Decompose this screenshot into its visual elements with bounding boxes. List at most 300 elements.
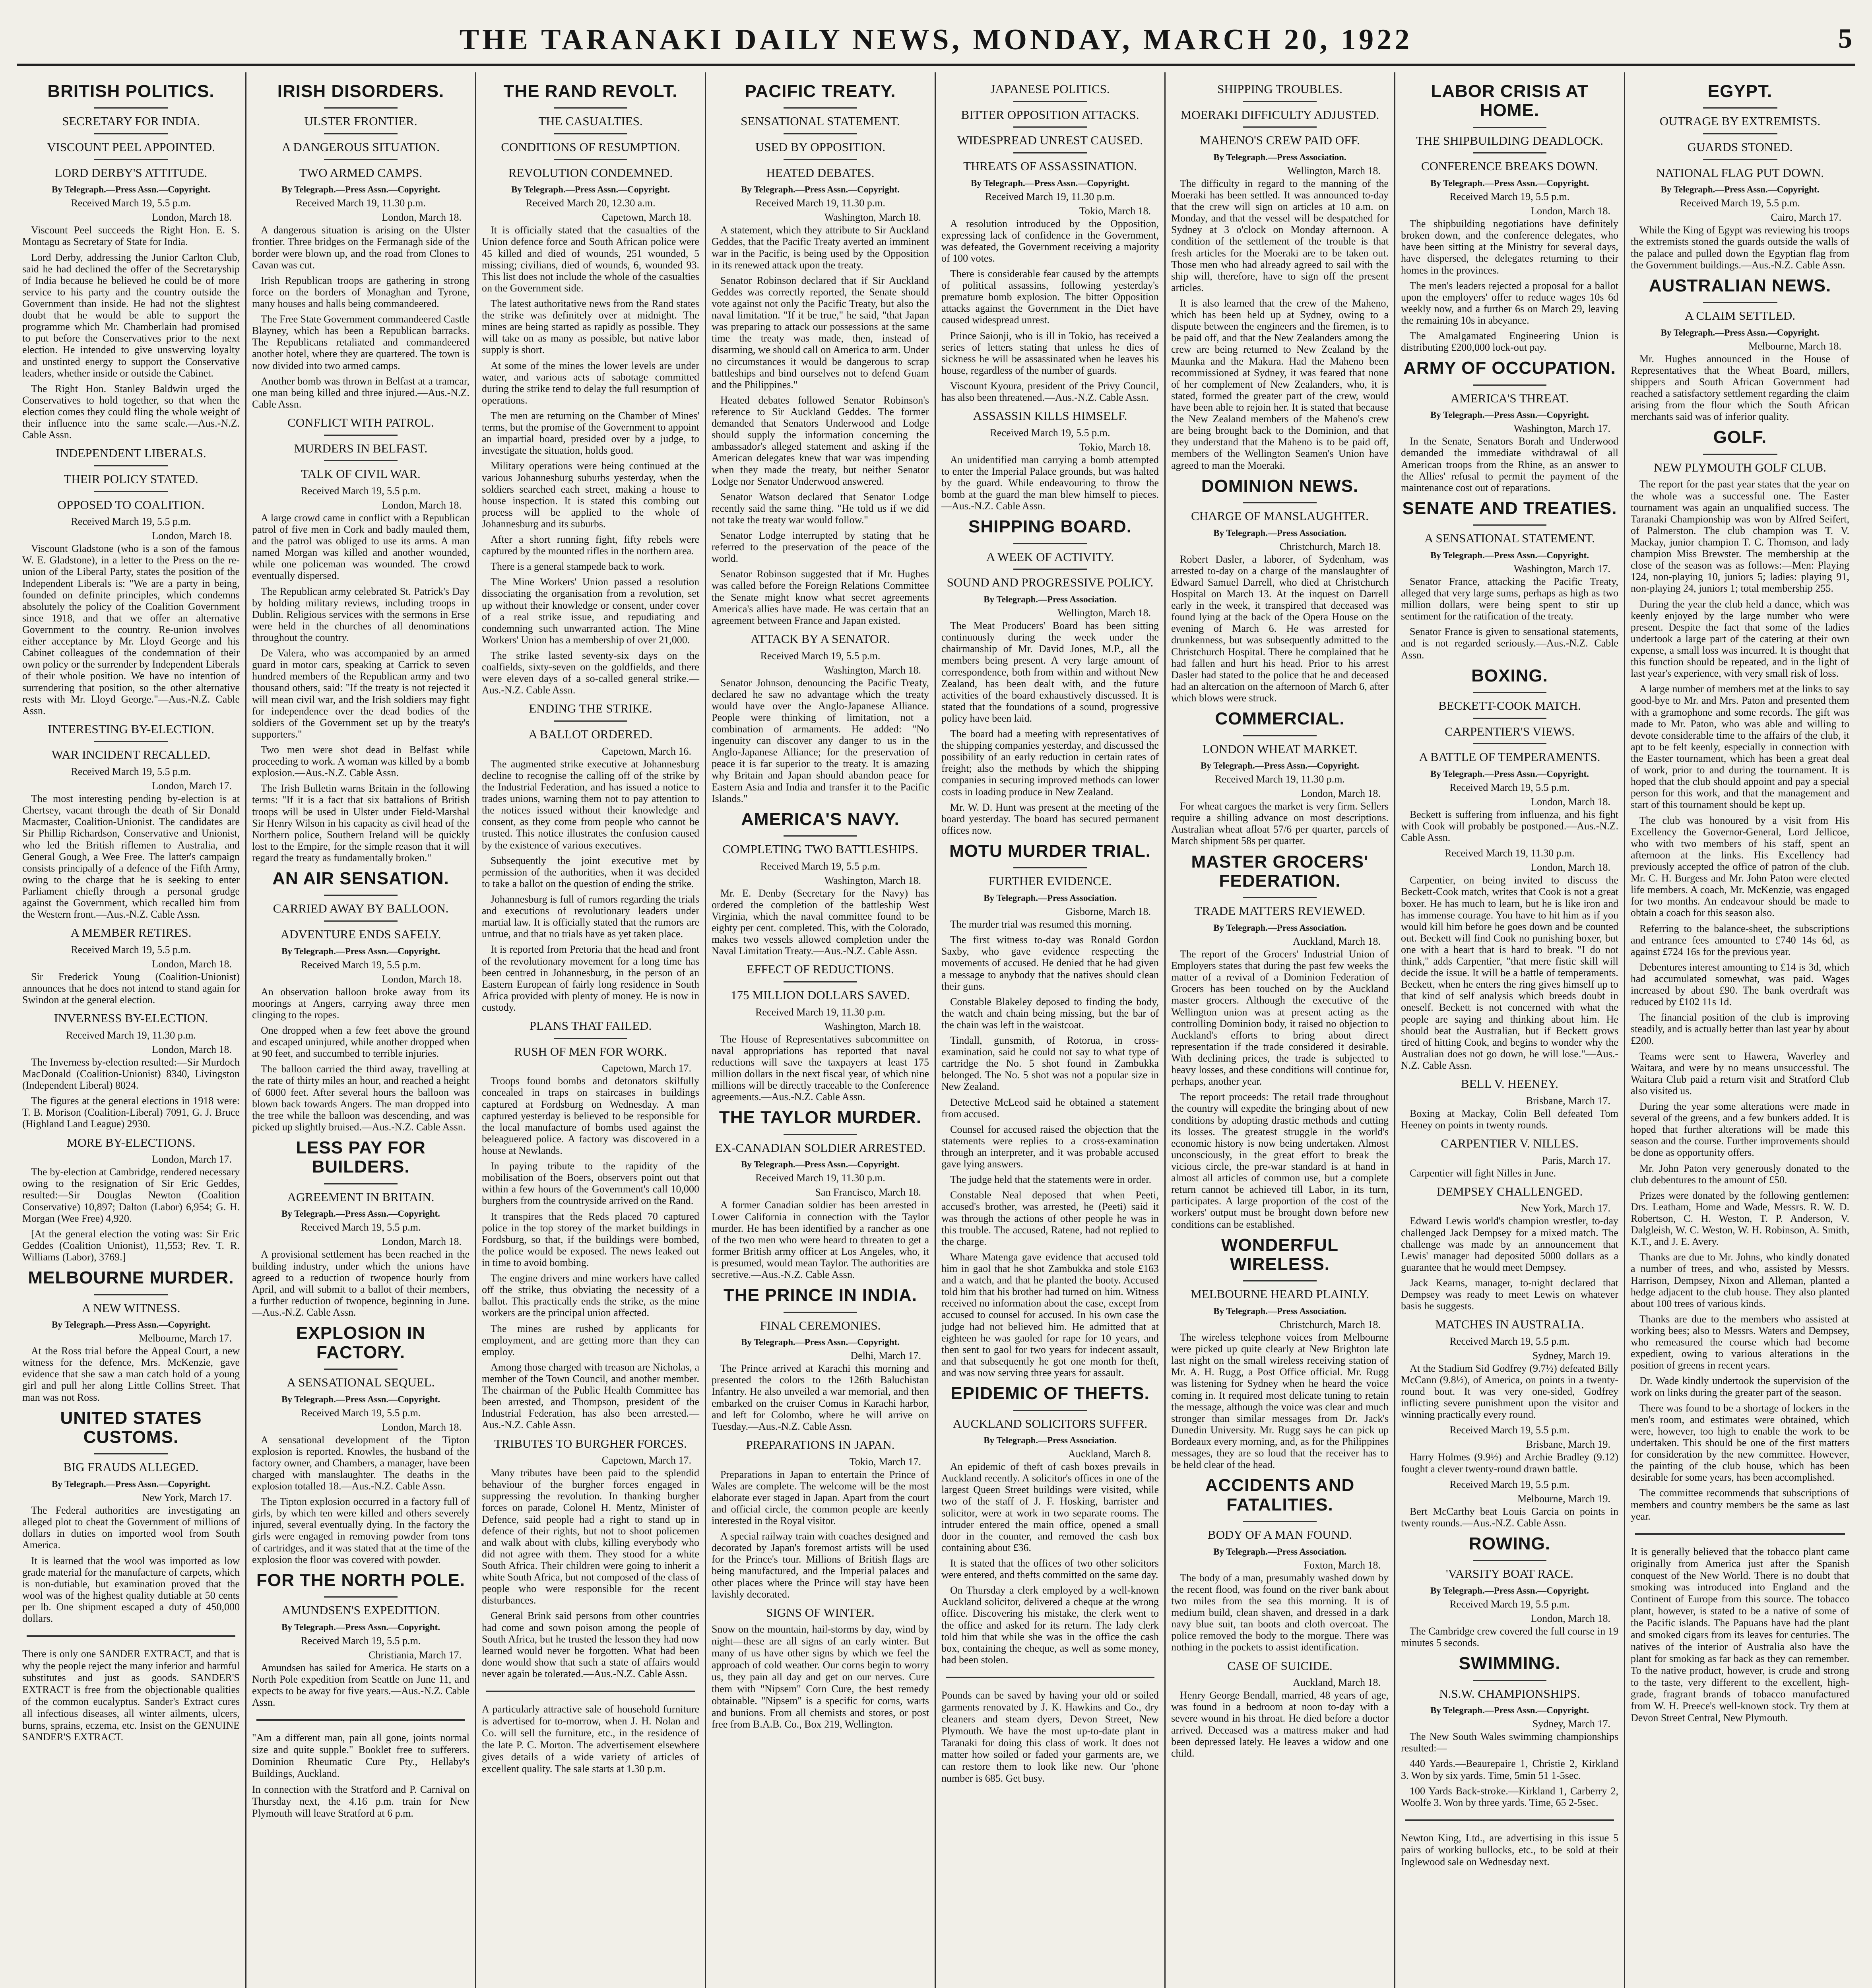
article-paragraph: Whare Matenga gave evidence that accused told him in gaol that he shot Zambukka and stole £163 and a watch, and that he planted the booty. Accused told him that his brother had turned on him. Witness received no information about the case, except from accused to counsel for accused. In his own case the judge had not believed him. He admitted that at eighteen he was gaoled for rape for 10 years, and then sent to gaol for two years for indecent assault, and that subsequently he got one month for theft, and was now serving three years for assault.: [941, 1251, 1159, 1378]
article-headline: GOLF.: [1713, 427, 1767, 447]
article-byline: By Telegraph.—Press Association.: [984, 893, 1117, 903]
article-dateline: Sydney, March 17.: [1532, 1718, 1610, 1730]
article-subheading: FINAL CEREMONIES.: [760, 1318, 881, 1332]
received-time: Received March 19, 5.5 p.m.: [301, 485, 421, 497]
received-time: Received March 19, 5.5 p.m.: [301, 1635, 421, 1646]
article-headline: AN AIR SENSATION.: [272, 869, 449, 889]
article-paragraph: Heated debates followed Senator Robinson's reference to Sir Auckland Geddes. The former demanded that Senators Underwood and Lodge should supply the information concerning the ambassador's alleged statement and asking if the American delegates knew that war was impending when they made the treaty, but neither Senator Lodge nor Senator Underwood answered.: [712, 394, 929, 487]
heading-rule: [324, 1369, 398, 1370]
article-dateline: Foxton, March 18.: [1304, 1559, 1381, 1571]
article-paragraph: The board had a meeting with representatives of the shipping companies yesterday, and discussed the possibility of an early reduction in certain rates of freight; also the methods by which the shipping companies in securing improved methods can lower costs in loading produce in New Zealand.: [941, 728, 1159, 798]
column-divider: [256, 1719, 465, 1721]
received-time: Received March 19, 5.5 p.m.: [71, 766, 191, 778]
heading-rule: [1473, 692, 1547, 693]
article-subheading: AMERICA'S THREAT.: [1450, 391, 1569, 405]
article-dateline: London, March 18.: [382, 499, 462, 511]
article-dateline: London, March 18.: [382, 1236, 462, 1248]
article-paragraph: Constable Blakeley deposed to finding the body, the watch and chain being missing, but the bar of the chain was left in the waistcoat.: [941, 996, 1159, 1031]
article-dateline: New York, March 17.: [142, 1492, 232, 1504]
article-subheading: EFFECT OF REDUCTIONS.: [747, 962, 894, 977]
heading-rule: [554, 159, 628, 160]
article-byline: By Telegraph.—Press Assn.—Copyright.: [52, 1479, 210, 1489]
article-dateline: Tokio, March 18.: [1079, 441, 1151, 453]
article-paragraph: Boxing at Mackay, Colin Bell defeated Tom Heeney on points in twenty rounds.: [1401, 1107, 1618, 1131]
article-byline: By Telegraph.—Press Assn.—Copyright.: [52, 184, 210, 195]
heading-rule: [324, 107, 398, 109]
article-headline: IRISH DISORDERS.: [277, 82, 444, 101]
article-subheading: CHARGE OF MANSLAUGHTER.: [1191, 509, 1369, 523]
article-subheading: INDEPENDENT LIBERALS.: [56, 446, 206, 460]
heading-rule: [1243, 101, 1317, 102]
article-subheading: 175 MILLION DOLLARS SAVED.: [731, 988, 910, 1002]
article-subheading: RUSH OF MEN FOR WORK.: [514, 1044, 667, 1058]
article-subheading: HEATED DEBATES.: [766, 165, 875, 180]
heading-rule: [1243, 1521, 1317, 1522]
article-subheading: JAPANESE POLITICS.: [990, 82, 1110, 96]
article-byline: By Telegraph.—Press Association.: [1213, 152, 1346, 162]
article-headline: ACCIDENTS AND FATALITIES.: [1205, 1475, 1355, 1514]
article-paragraph: Military operations were being continued at the various Johannesburg suburbs yesterday, when the soldiers searched each street, making a house to house inspection. It is stated this combing out process will be applied to the whole of Johannesburg and its suburbs.: [482, 460, 699, 530]
article-paragraph: The wireless telephone voices from Melbourne were picked up quite clearly at New Brighton late last night on the small wireless receiving station of Mr. A. H. Rugg, a Post Office official. Mr. Rugg was listening for Sydney when he heard the voice coming in. It required most delicate tuning to retain the message, although the voice was clear and much stronger than similar messages from Dr. Jack's Dunedin University. Mr. Rugg says he can pick up Bordeaux every morning, and, as for the Philippines messages, they are so loud that the receiver has to be held clear of the head.: [1171, 1332, 1389, 1471]
article-dateline: New York, March 17.: [1521, 1202, 1610, 1214]
article-subheading: 'VARSITY BOAT RACE.: [1445, 1567, 1574, 1581]
article-dateline: London, March 18.: [1531, 796, 1610, 808]
article-subheading: COMPLETING TWO BATTLESHIPS.: [722, 842, 918, 856]
article-paragraph: There is considerable fear caused by the attempts of political assassins, following yesterday's premature bomb explosion. The bitter Opposition attacks against the Government in the Diet have caused widespread unrest.: [941, 268, 1159, 326]
article-paragraph: Viscount Gladstone (who is a son of the famous W. E. Gladstone), in a letter to the Press on the re-union of the Liberal Party, states the position of the Independent Liberals is: "We are a party in being, founded on definite principles, which condemns absolutely the policy of the Coalition Government since 1918, and that we offer an alternative Government to the country. Re-union involves either acceptance by Mr. Lloyd George and his Cabinet colleagues of the condemnation of their own policy or the surrender by Independent Liberals of their whole position. We have no intention of surrendering that position, so the other alternative rests with Mr. Lloyd George."—Aus.-N.Z. Cable Assn.: [22, 543, 240, 716]
article-dateline: London, March 18.: [152, 212, 232, 223]
column-8: [1625, 72, 1855, 1988]
article-paragraph: The New South Wales swimming championships resulted:—: [1401, 1731, 1618, 1754]
article-paragraph: Two men were shot dead in Belfast while proceeding to work. A woman was killed by a bomb explosion.—Aus.-N.Z. Cable Assn.: [252, 744, 469, 779]
article-paragraph: A special railway train with coaches designed and decorated by Japan's foremost artists will be used for the Prince's tour. Millions of British flags are being manufactured, and the Imperial palaces and other places where the Prince will stay have been lavishly decorated.: [712, 1530, 929, 1600]
article-paragraph: The most interesting pending by-election is at Chertsey, vacant through the death of Sir Donald Macmaster, Coalition-Unionist. The candidates are Sir Phillip Richardson, Conservative and Unionist, who led the British riflemen to Australia, and General Gough, a Wee Free. The latter's campaign consists principally of a defence of the Fifth Army, owing to the charge that he is seeking to enter Parliament chiefly through a personal grudge against the Government, which recalled him from the Western front.—Aus.-N.Z. Cable Assn.: [22, 793, 240, 920]
article-dateline: London, March 18.: [1531, 205, 1610, 217]
received-time: Received March 19, 5.5 p.m.: [71, 516, 191, 528]
article-paragraph: An unidentified man carrying a bomb attempted to enter the Imperial Palace grounds, but was halted by the guard. While endeavouring to throw the bomb at the guard the man blew himself to pieces.—Aus.-N.Z. Cable Assn.: [941, 454, 1159, 512]
article-subheading: ENDING THE STRIKE.: [529, 701, 652, 716]
received-time: Received March 19, 5.5 p.m.: [990, 427, 1110, 439]
article-byline: By Telegraph.—Press Assn.—Copyright.: [1430, 769, 1589, 779]
article-headline: SWIMMING.: [1459, 1654, 1561, 1673]
article-paragraph: A large crowd came in conflict with a Republican patrol of five men in Cork and badly mauled them, and the patrol was obliged to use its arms. A man named Morgan was killed and another wounded, while one policeman was wounded. The crowd eventually dispersed.: [252, 512, 469, 582]
article-paragraph: The latest authoritative news from the Rand states the strike was definitely over at midnight. The mines are being started as rapidly as possible. They will take on as many as possible, but native labor supply is short.: [482, 297, 699, 356]
article-byline: By Telegraph.—Press Assn.—Copyright.: [1430, 410, 1589, 420]
article-subheading: A NEW WITNESS.: [81, 1301, 180, 1315]
article-paragraph: It is also learned that the crew of the Maheno, which has been held up at Sydney, owing to a dispute between the engineers and the firemen, is to be paid off, and that the New Zealanders among the crew are being returned to New Zealand by the Maunka and the Makura. Had the Maheno been recommissioned at Sydney, it was feared that none of her complement of New Zealanders, who, it is stated, formed the greater part of the crew, would have been able to rejoin her. It is stated that because the New Zealand members of the Maheno's crew are being brought back to the Dominion, and that they understand that the Maheno is to be paid off, members of the Wellington Seamen's Union have agreed to man the Moeraki.: [1171, 297, 1389, 471]
article-paragraph: Irish Republican troops are gathering in strong force on the borders of Monaghan and Tyrone, many houses and halls being commandeered.: [252, 274, 469, 309]
heading-rule: [94, 107, 168, 109]
article-paragraph: Prince Saionji, who is ill in Tokio, has received a series of letters stating that unless he dies of sickness he will be assassinated when he leaves his house, regardless of the number of guards.: [941, 330, 1159, 376]
article-headline: BRITISH POLITICS.: [47, 82, 215, 101]
article-headline: PACIFIC TREATY.: [745, 82, 896, 101]
article-dateline: Auckland, March 8.: [1068, 1448, 1151, 1460]
article-headline: MOTU MURDER TRIAL.: [949, 841, 1151, 861]
received-time: Received March 19, 5.5 p.m.: [1449, 1335, 1570, 1347]
heading-rule: [1013, 543, 1087, 544]
heading-rule: [1013, 126, 1087, 128]
article-paragraph: Referring to the balance-sheet, the subscriptions and entrance fees amounted to £740 14s 6d, as against £724 16s for the previous year.: [1631, 922, 1849, 957]
article-paragraph: The Meat Producers' Board has been sitting continuously during the week under the chairmanship of Mr. David Jones, M.P., all the members being present. A very large amount of correspondence, both from within and without New Zealand, has been dealt with, and the future activities of the board exhaustively discussed. It is stated that the foundations of a sound, progressive policy have been laid.: [941, 620, 1159, 724]
article-dateline: Washington, March 17.: [1513, 423, 1610, 435]
article-paragraph: Mr. Hughes announced in the House of Representatives that the Wheat Board, millers, shippers and South African Government had reached a satisfactory settlement regarding the claim arising from the flour which the South African merchants said was of inferior quality.: [1631, 353, 1849, 423]
heading-rule: [1703, 302, 1777, 303]
heading-rule: [784, 107, 857, 109]
article-dateline: Cairo, March 17.: [1771, 212, 1841, 223]
article-subheading: TWO ARMED CAMPS.: [299, 165, 423, 180]
heading-rule: [554, 133, 628, 134]
article-paragraph: It is stated that the offices of two other solicitors were entered, and thefts committed on the same day.: [941, 1557, 1159, 1581]
heading-rule: [324, 159, 398, 160]
article-paragraph: During the year some alterations were made in several of the greens, and a few bunkers added. It is hoped that further alterations will be made this season and the course. Further improvements should be done as opportunity offers.: [1631, 1101, 1849, 1159]
heading-rule: [784, 981, 857, 982]
article-paragraph: Counsel for accused raised the objection that the statements were replies to a cross-examination through an interpreter, and it was probable accused gave lying answers.: [941, 1123, 1159, 1170]
received-time: Received March 19, 11.30 p.m.: [1445, 847, 1575, 859]
column-6: [1166, 72, 1395, 1988]
heading-rule: [94, 741, 168, 742]
article-paragraph: During the year the club held a dance, which was keenly enjoyed by the large number who were present. Despite the fact that some of the ladies undertook a large part of the catering at their own expense, a small loss was incurred. It is thought that this function should be repeated, and in the light of last year's experience, with very small risk of loss.: [1631, 598, 1849, 679]
column-divider: [1635, 1533, 1845, 1535]
advertisement-text: Snow on the mountain, hail-storms by day, wind by night—these are all signs of an early winter. But many of us have other signs by which we feel the approach of cold weather. Our corns begin to worry us, they pain all day and get on our nerves. Cure them with "Nipsem" Corn Cure, the best remedy obtainable. "Nipsem" is a specific for corns, warts and bunions. From all chemists and stores, or post free from B.A.B. Co., Box 219, Wellington.: [712, 1623, 929, 1730]
heading-rule: [784, 133, 857, 134]
article-dateline: Capetown, March 18.: [601, 212, 691, 223]
heading-rule: [1243, 502, 1317, 503]
article-byline: By Telegraph.—Press Assn.—Copyright.: [741, 1159, 900, 1170]
article-dateline: Melbourne, March 19.: [1517, 1493, 1610, 1505]
article-dateline: London, March 18.: [1531, 1612, 1610, 1624]
article-subheading: BODY OF A MAN FOUND.: [1207, 1528, 1352, 1542]
article-dateline: London, March 18.: [1531, 862, 1610, 874]
article-byline: By Telegraph.—Press Association.: [984, 1435, 1117, 1446]
article-paragraph: Senator Johnson, denouncing the Pacific Treaty, declared he saw no advantage which the treaty would have over the Anglo-Japanese Alliance. People were thinking of limitation, not a combination of armaments. He added: "No ingenuity can discover any danger to us in the Anglo-Japanese Alliance; for the preservation of peace it is far superior to the treaty. It is amazing why Britain and Japan should abandon peace for Eastern Asia and India and transfer it to the Pacific Islands.": [712, 677, 929, 804]
page-number: 5: [1838, 23, 1852, 54]
received-time: Received March 19, 5.5 p.m.: [1449, 1598, 1570, 1610]
article-byline: By Telegraph.—Press Assn.—Copyright.: [741, 184, 900, 195]
article-dateline: Delhi, March 17.: [850, 1350, 921, 1362]
article-paragraph: Carpentier will fight Nilles in June.: [1410, 1167, 1556, 1179]
heading-rule: [784, 159, 857, 160]
article-headline: COMMERCIAL.: [1215, 709, 1345, 729]
heading-rule: [1703, 107, 1777, 109]
article-paragraph: The House of Representatives subcommittee on naval appropriations has reported that naval reductions will save the taxpayers at least 175 million dollars in the next fiscal year, of which nine millions will be directly traceable to the Conference agreements.—Aus.-N.Z. Cable Assn.: [712, 1033, 929, 1103]
heading-rule: [94, 159, 168, 160]
article-headline: DOMINION NEWS.: [1201, 476, 1359, 496]
article-dateline: Washington, March 18.: [824, 1020, 921, 1032]
article-byline: By Telegraph.—Press Assn.—Copyright.: [281, 946, 440, 956]
article-dateline: Gisborne, March 18.: [1065, 906, 1151, 918]
article-paragraph: The murder trial was resumed this morning.: [950, 918, 1132, 930]
heading-rule: [324, 920, 398, 922]
article-paragraph: Viscount Peel succeeds the Right Hon. E. S. Montagu as Secretary of State for India.: [22, 224, 240, 248]
article-dateline: Auckland, March 18.: [1293, 936, 1381, 947]
article-dateline: Christiania, March 17.: [369, 1649, 462, 1661]
article-paragraph: The augmented strike executive at Johannesburg decline to recognise the calling off of the strike by the Industrial Federation, and has issued a notice to trades unions, warning them not to pay attention to the notices issued without their knowledge and consent, as they come from people who cannot be trusted. This notice illustrates the confusion caused by the existence of various executives.: [482, 758, 699, 851]
heading-rule: [784, 1134, 857, 1135]
heading-rule: [324, 435, 398, 436]
column-divider: [486, 1691, 695, 1692]
heading-rule: [1473, 524, 1547, 526]
article-paragraph: Dr. Wade kindly undertook the supervision of the work on links during the greater part of the season.: [1631, 1375, 1849, 1398]
article-paragraph: It is learned that the wool was imported as low grade material for the manufacture of carpets, which is non-dutiable, but examination proved that the wool was of the highest quality dutiable at 50 cents per lb. One shipment escaped a duty of 450,000 dollars.: [22, 1555, 240, 1625]
article-subheading: MURDERS IN BELFAST.: [294, 441, 428, 455]
heading-rule: [1703, 454, 1777, 455]
article-paragraph: The Inverness by-election resulted:—Sir Murdoch MacDonald (Coalition-Unionist) 8340, Livingston (Independent Liberal) 8024.: [22, 1056, 240, 1091]
article-dateline: Tokio, March 18.: [1079, 205, 1151, 217]
article-paragraph: The by-election at Cambridge, rendered necessary owing to the resignation of Sir Eric Geddes, resulted:—Sir Douglas Newton (Coalition Conservative) 10,897; Dalton (Labor) 6,954; G. H. Morgan (Wee Free) 4,920.: [22, 1166, 240, 1224]
article-dateline: Capetown, March 17.: [601, 1454, 691, 1466]
article-paragraph: At some of the mines the lower levels are under water, and various acts of sabotage committed during the strike tend to delay the full resumption of operations.: [482, 359, 699, 406]
article-subheading: INVERNESS BY-ELECTION.: [54, 1011, 208, 1025]
article-subheading: SIGNS OF WINTER.: [766, 1605, 875, 1619]
article-dateline: Washington, March 18.: [824, 212, 921, 223]
article-paragraph: The club was honoured by a visit from His Excellency the Governor-General, Lord Jellicoe, who with two members of his staff, spent an afternoon at the links. His Excellency had previously accepted the office of patron of the club. Mr. C. H. Burgess and Mr. John Paton were elected life members. A coach, Mr. McKenzie, was engaged for two months. An endeavour should be made to obtain a coach for this season also.: [1631, 814, 1849, 919]
article-paragraph: Mr. John Paton very generously donated to the club debentures to the amount of £50.: [1631, 1162, 1849, 1186]
article-paragraph: Detective McLeod said he obtained a statement from accused.: [941, 1096, 1159, 1120]
article-byline: By Telegraph.—Press Assn.—Copyright.: [1430, 1585, 1589, 1596]
article-subheading: TRIBUTES TO BURGHER FORCES.: [494, 1436, 687, 1450]
received-time: Received March 19, 5.5 p.m.: [1449, 781, 1570, 793]
article-paragraph: Lord Derby, addressing the Junior Carlton Club, said he had declined the offer of the Secretaryship of India because he believed he could be of more service to his party and the country outside the Government than inside. He had not the slightest doubt that he would be able to support the programme which Mr. Chamberlain had promised to put before the Conservatives prior to the next election. He intended to give unswerving loyalty and unstinted energy to support the Conservative leaders, whether inside or outside the Cabinet.: [22, 251, 240, 379]
heading-rule: [94, 1453, 168, 1454]
received-time: Received March 19, 11.30 p.m.: [1215, 773, 1345, 785]
article-subheading: AUCKLAND SOLICITORS SUFFER.: [952, 1416, 1148, 1431]
column-3: [476, 72, 706, 1988]
article-subheading: USED BY OPPOSITION.: [755, 140, 885, 154]
article-paragraph: Tindall, gunsmith, of Rotorua, in cross-examination, said he could not say to what type of cartridge the No. 5 shot found in Zambukka belonged. The No. 5 shot was not a popular size in New Zealand.: [941, 1035, 1159, 1093]
article-paragraph: The Mine Workers' Union passed a resolution dissociating the organisation from a revolution, set up without their knowledge or consent, under cover of a real strike issue, and repudiating and condemning such unwarranted action. The Mine Workers' Union has a membership of over 21,000.: [482, 576, 699, 646]
article-subheading: PLANS THAT FAILED.: [529, 1019, 652, 1033]
article-paragraph: Many tributes have been paid to the splendid behaviour of the burgher forces engaged in suppressing the revolution. In thanking burgher forces on parade, Colonel H. Mentz, Minister of Defence, said people had a right to stand up in defence of their rights, but not to shoot policemen and walk about with clubs, killing everybody who did not agree with them. They stood for a white South Africa. Their children were going to inherit a white South Africa, but not composed of the class of people who were responsible for the recent disturbances.: [482, 1467, 699, 1606]
heading-rule: [1243, 126, 1317, 128]
article-paragraph: The Free State Government commandeered Castle Blayney, which has been a Republican barracks. The Republicans retaliated and commandeered another hotel, where they are quartered. The town is now divided into two armed camps.: [252, 313, 469, 371]
article-byline: By Telegraph.—Press Association.: [984, 594, 1117, 605]
article-headline: EXPLOSION IN FACTORY.: [296, 1323, 425, 1362]
news-columns: [17, 72, 1855, 1988]
article-subheading: THREATS OF ASSASSINATION.: [963, 159, 1137, 173]
article-paragraph: An epidemic of theft of cash boxes prevails in Auckland recently. A solicitor's offices in one of the largest Queen Street buildings were visited, while two of the staff of J. F. Hosking, barrister and solicitor, were at work in two separate rooms. The intruder entered the main office, opened a small door in the counter, and removed the cash box containing about £36.: [941, 1461, 1159, 1553]
article-subheading: CARRIED AWAY BY BALLOON.: [273, 901, 449, 916]
article-dateline: London, March 18.: [382, 973, 462, 985]
received-time: Received March 19, 5.5 p.m.: [1449, 191, 1570, 203]
article-subheading: THE SHIPBUILDING DEADLOCK.: [1416, 133, 1603, 148]
article-headline: ARMY OF OCCUPATION.: [1403, 358, 1616, 378]
article-headline: LESS PAY FOR BUILDERS.: [296, 1138, 426, 1177]
article-headline: EGYPT.: [1707, 82, 1773, 101]
received-time: Received March 19, 11.30 p.m.: [296, 197, 426, 209]
article-subheading: PREPARATIONS IN JAPAN.: [746, 1437, 895, 1452]
heading-rule: [1013, 1410, 1087, 1411]
article-subheading: OUTRAGE BY EXTREMISTS.: [1659, 114, 1821, 128]
received-time: Received March 20, 12.30 a.m.: [526, 197, 656, 209]
article-paragraph: Amundsen has sailed for America. He starts on a North Pole expedition from Seattle on June 11, and expects to be away for five years.—Aus.-N.Z. Cable Assn.: [252, 1662, 469, 1708]
article-subheading: LORD DERBY'S ATTITUDE.: [54, 165, 208, 180]
received-time: Received March 19, 5.5 p.m.: [1449, 1424, 1570, 1436]
article-paragraph: The first witness to-day was Ronald Gordon Saxby, who gave evidence respecting the movements of accused. He denied that he had given a message to anybody that the natives should clean their guns.: [941, 934, 1159, 992]
article-headline: MASTER GROCERS' FEDERATION.: [1191, 852, 1369, 891]
article-dateline: Washington, March 18.: [824, 664, 921, 676]
article-headline: WONDERFUL WIRELESS.: [1221, 1235, 1339, 1274]
article-paragraph: The Irish Bulletin warns Britain in the following terms: "If it is a fact that six battalions of British troops will be used in Ulster under Field-Marshal Sir Henry Wilson in his capacity as civil head of the Northern police, Southern Ireland will be quickly lost to the Empire, for the simple reason that it will regard the treaty as fundamentally broken.": [252, 782, 469, 864]
article-paragraph: Thanks are due to Mr. Johns, who kindly donated a number of trees, and who, assisted by Messrs. Harrison, Dempsey, Nixon and Alleman, planted a hedge adjacent to the club house. They also planted about 100 trees of various kinds.: [1631, 1251, 1849, 1309]
article-subheading: CARPENTIER'S VIEWS.: [1444, 724, 1575, 738]
article-paragraph: The difficulty in regard to the manning of the Moeraki has been settled. It was announced to-day that the crew will sign on articles at 10 a.m. on Monday, and that the vessel will be despatched for Sydney at 3 o'clock on Monday afternoon. A condition of the settlement of the trouble is that fresh articles for the Moeraki are to be taken out. Those men who had already agreed to sail with the ship will, therefore, have to sign off the present articles.: [1171, 177, 1389, 293]
article-paragraph: Senator Robinson suggested that if Mr. Hughes was called before the Foreign Relations Committee the Senate might know what secret agreements America's allies have made. He was certain that an agreement between France and Japan existed.: [712, 568, 929, 626]
article-paragraph: Senator Watson declared that Senator Lodge recently said the same thing. "He told us if we did not take the treaty war would follow.": [712, 491, 929, 526]
article-byline: By Telegraph.—Press Assn.—Copyright.: [281, 1209, 440, 1219]
heading-rule: [554, 720, 628, 722]
article-byline: By Telegraph.—Press Assn.—Copyright.: [281, 184, 440, 195]
article-subheading: CARPENTIER V. NILLES.: [1441, 1136, 1579, 1150]
article-subheading: N.S.W. CHAMPIONSHIPS.: [1439, 1686, 1580, 1701]
article-subheading: SOUND AND PROGRESSIVE POLICY.: [947, 575, 1154, 590]
article-paragraph: Edward Lewis world's champion wrestler, to-day challenged Jack Dempsey for a mixed match. The challenge was made by an announcement that Lewis' manager had deposited 5000 dollars as a guarantee that he would meet Dempsey.: [1401, 1215, 1618, 1273]
article-subheading: SECRETARY FOR INDIA.: [62, 114, 200, 128]
article-paragraph: Prizes were donated by the following gentlemen: Drs. Leatham, Home and Wade, Messrs. R. W. D. Robertson, C. H. Weston, T. P. Anderson, V. Dalgleish, W. C. Weston, W. H. Robinson, A. Smith, K.T., and J. E. Avery.: [1631, 1189, 1849, 1248]
heading-rule: [324, 460, 398, 461]
article-paragraph: The Amalgamated Engineering Union is distributing £200,000 lock-out pay.: [1401, 330, 1618, 353]
article-subheading: A BATTLE OF TEMPERAMENTS.: [1419, 750, 1600, 764]
article-headline: SENATE AND TREATIES.: [1402, 498, 1617, 518]
received-time: Received March 19, 5.5 p.m.: [301, 1221, 421, 1233]
article-subheading: MELBOURNE HEARD PLAINLY.: [1191, 1287, 1369, 1301]
masthead: [17, 16, 1855, 66]
column-2: [246, 72, 476, 1988]
article-headline: FOR THE NORTH POLE.: [256, 1570, 465, 1590]
article-subheading: NEW PLYMOUTH GOLF CLUB.: [1654, 460, 1826, 474]
article-dateline: London, March 18.: [152, 1043, 232, 1055]
advertisement-text: A particularly attractive sale of household furniture is advertised for to-morrow, when J. H. Nolan and Co. will sell the furniture, etc., in the residence of the late P. C. Morton. The advertisement elsewhere gives details of a wide variety of articles of excellent quality. The sale starts at 1.30 p.m.: [482, 1703, 699, 1774]
article-subheading: NATIONAL FLAG PUT DOWN.: [1656, 165, 1824, 180]
article-paragraph: A dangerous situation is arising on the Ulster frontier. Three bridges on the Fermanagh side of the border were blown up, and the road from Clones to Cavan was cut.: [252, 224, 469, 271]
article-dateline: Christchurch, March 18.: [1279, 540, 1381, 552]
article-headline: THE RAND REVOLT.: [503, 82, 678, 101]
article-paragraph: For wheat cargoes the market is very firm. Sellers require a shilling advance on most descriptions. Australian wheat afloat 57/6 per quarter, parcels of March shipment 58s per quarter.: [1171, 800, 1389, 847]
column-4: [706, 72, 936, 1988]
article-headline: SHIPPING BOARD.: [968, 517, 1132, 537]
article-headline: BOXING.: [1471, 666, 1548, 685]
article-paragraph: At the Stadium Sid Godfrey (9.7½) defeated Billy McCann (9.8½), of America, on points in a twenty-round bout. It was very one-sided, Godfrey inflicting severe punishment upon the visitor and winning practically every round.: [1401, 1362, 1618, 1421]
article-subheading: ASSASSIN KILLS HIMSELF.: [973, 409, 1127, 423]
article-paragraph: A large number of members met at the links to say good-bye to Mr. and Mrs. Paton and presented them with a gramophone and some records. The gift was made to Mr. Paton, who was able and willing to devote considerable time to the affairs of the club, it apt to be felt keenly, especially in connection with the Easter tournament, which has been a great deal of work, prior to and during the tournament. It is hoped that the club should appoint and pay a special person for this work, and that the management and start of this tournament should be kept up.: [1631, 683, 1849, 811]
advertisement-text: "Am a different man, pain all gone, joints normal size and quite supple." Booklet free to sufferers. Dominion Rheumatic Cure Pty., Hellaby's Buildings, Auckland.: [252, 1732, 469, 1779]
article-dateline: London, March 17.: [152, 1153, 232, 1165]
heading-rule: [1243, 735, 1317, 736]
article-paragraph: A provisional settlement has been reached in the building industry, under which the unions have agreed to a reduction of twopence hourly from April, and will submit to a ballot of their members, a further reduction of twopence, beginning in June.—Aus.-N.Z. Cable Assn.: [252, 1248, 469, 1318]
article-dateline: Auckland, March 18.: [1293, 1677, 1381, 1689]
article-paragraph: Robert Dasler, a laborer, of Sydenham, was arrested to-day on a charge of the manslaughter of Edward Samuel Darrell, who died at Christchurch Hospital on March 13. At the inquest on Darrell early in the week, it transpired that deceased was found lying at the back of the Opera House on the evening of March 6. He was arrested for drunkenness, but was subsequently admitted to the Christchurch Hospital. There he complained that he had fallen and hurt his head. Prior to his arrest Dasler had stated to the police that he and deceased had an altercation on the afternoon of March 6, after which blows were struck.: [1171, 553, 1389, 704]
article-paragraph: Jack Kearns, manager, to-night declared that Dempsey was ready to meet Lewis on whatever basis he suggests.: [1401, 1277, 1618, 1312]
received-time: Received March 19, 11.30 p.m.: [985, 190, 1115, 202]
article-paragraph: The financial position of the club is improving steadily, and is actually better than last year by about £200.: [1631, 1011, 1849, 1046]
article-dateline: London, March 17.: [152, 780, 232, 792]
heading-rule: [324, 133, 398, 134]
article-dateline: London, March 18.: [152, 958, 232, 970]
received-time: Received March 19, 11.30 p.m.: [755, 1006, 885, 1018]
article-byline: By Telegraph.—Press Assn.—Copyright.: [1661, 327, 1820, 338]
article-dateline: Christchurch, March 18.: [1279, 1319, 1381, 1331]
article-dateline: Brisbane, March 19.: [1526, 1439, 1610, 1450]
article-paragraph: Another bomb was thrown in Belfast at a tramcar, one man being killed and three injured.—Aus.-N.Z. Cable Assn.: [252, 375, 469, 410]
article-headline: AMERICA'S NAVY.: [741, 809, 900, 829]
heading-rule: [1013, 101, 1087, 102]
article-subheading: A DANGEROUS SITUATION.: [282, 140, 440, 154]
article-paragraph: After a short running fight, fifty rebels were captured by the mounted rifles in the northern area.: [482, 534, 699, 557]
article-paragraph: The body of a man, presumably washed down by the recent flood, was found on the river bank about two miles from the sea this morning. It is of medium build, clean shaven, and dressed in a dark navy blue suit, tan boots and cloth overcoat. The police removed the body to the morgue. There was nothing in the pockets to assist identification.: [1171, 1572, 1389, 1653]
received-time: Received March 19, 5.5 p.m.: [301, 959, 421, 971]
article-paragraph: The Federal authorities are investigating an alleged plot to cheat the Government of millions of dollars in duties on imported wool from South America.: [22, 1505, 240, 1551]
heading-rule: [1703, 133, 1777, 134]
article-byline: By Telegraph.—Press Assn.—Copyright.: [281, 1622, 440, 1632]
article-paragraph: While the King of Egypt was reviewing his troops the extremists stoned the guards outside the walls of the palace and pulled down the Egyptian flag from the Government buildings.—Aus.-N.Z. Cable Assn.: [1631, 224, 1849, 271]
heading-rule: [324, 1183, 398, 1184]
article-byline: By Telegraph.—Press Association.: [1213, 528, 1346, 538]
article-subheading: ULSTER FRONTIER.: [304, 114, 417, 128]
article-paragraph: Johannesburg is full of rumors regarding the trials and executions of revolutionary leaders under martial law. It is officially stated that the rumors are untrue, and that no trials have as yet taken place.: [482, 893, 699, 940]
column-7: [1395, 72, 1625, 1988]
article-paragraph: Among those charged with treason are Nicholas, a member of the Town Council, and another member. The chairman of the Public Health Committee has been arrested, and Thompson, president of the Industrial Federation, has also been arrested.—Aus.-N.Z. Cable Assn.: [482, 1361, 699, 1431]
article-paragraph: Henry George Bendall, married, 48 years of age, was found in a bedroom at noon to-day with a severe wound in his throat. He died before a doctor arrived. Deceased was a mattress maker and had been depressed lately. He leaves a widow and one child.: [1171, 1689, 1389, 1759]
column-divider: [946, 1677, 1154, 1678]
article-paragraph: Carpentier, on being invited to discuss the Beckett-Cook match, writes that Cook is not a great boxer. He has much to learn, but he is like iron and has immense courage. You have to hit him as if you would kill him before he goes down and be counted out. Beckett will find Cook no punishing boxer, but one with a heart that is hard to break. "I do not think," adds Carpentier, "that mere fistic skill will decide the issue. It will be a battle of temperaments. Beckett, when he enters the ring gives himself up to that kind of self analysis which breeds doubt in oneself. Beckett is not concerned with what the people are saying and thinking about him. He should beat the Australian, but if Beckett grows tired of hitting Cook, and begins to wonder why the Australian does not go down, he will lose."—Aus.-N.Z. Cable Assn.: [1401, 874, 1618, 1072]
article-subheading: A BALLOT ORDERED.: [528, 727, 653, 742]
article-paragraph: Senator France is given to sensational statements, and is not regarded seriously.—Aus.-N.Z. Cable Assn.: [1401, 626, 1618, 661]
column-5: [936, 72, 1166, 1988]
article-dateline: Washington, March 17.: [1513, 563, 1610, 575]
article-paragraph: The Right Hon. Stanley Baldwin urged the Conservatives to hold together, so that when the election comes they could fling the whole weight of their influence into the same scale.—Aus.-N.Z. Cable Assn.: [22, 382, 240, 441]
heading-rule: [1703, 159, 1777, 160]
article-headline: EPIDEMIC OF THEFTS.: [951, 1384, 1150, 1404]
article-paragraph: The men's leaders rejected a proposal for a ballot upon the employers' offer to reduce wages 10s 6d weekly now, and a further 6s on March 29, leaving the remaining 10s in abeyance.: [1401, 280, 1618, 326]
article-subheading: THE CASUALTIES.: [538, 114, 643, 128]
article-subheading: REVOLUTION CONDEMNED.: [508, 165, 673, 180]
article-paragraph: Sir Frederick Young (Coalition-Unionist) announces that he does not intend to stand again for Swindon at the general election.: [22, 971, 240, 1006]
article-paragraph: The engine drivers and mine workers have called off the strike, thus obviating the necessity of a ballot. This practically ends the strike, as the mine workers are the principal union affected.: [482, 1272, 699, 1319]
heading-rule: [1473, 1680, 1547, 1681]
article-paragraph: Harry Holmes (9.9½) and Archie Bradley (9.12) fought a clever twenty-round drawn battle.: [1401, 1451, 1618, 1475]
article-subheading: MORE BY-ELECTIONS.: [66, 1135, 196, 1149]
article-dateline: Melbourne, March 18.: [1748, 340, 1841, 352]
article-headline: LABOR CRISIS AT HOME.: [1431, 82, 1589, 120]
heading-rule: [94, 465, 168, 466]
heading-rule: [94, 133, 168, 134]
article-paragraph: Beckett is suffering from influenza, and his fight with Cook will probably be postponed.—Aus.-N.Z. Cable Assn.: [1401, 808, 1618, 844]
article-paragraph: A sensational development of the Tipton explosion is reported. Knowles, the husband of the factory owner, and Chambers, a manager, have been charged with manslaughter. The deaths in the explosion totalled 18.—Aus.-N.Z. Cable Assn.: [252, 1434, 469, 1492]
article-subheading: CASE OF SUICIDE.: [1227, 1658, 1333, 1673]
article-paragraph: General Brink said persons from other countries had come and sown poison among the people of South Africa, but he trusted the lesson they had now learned would never be forgotten. What had been done would show that such a state of affairs would never again be tolerated.—Aus.-N.Z. Cable Assn.: [482, 1610, 699, 1679]
article-byline: By Telegraph.—Press Association.: [1213, 1306, 1346, 1316]
article-paragraph: [At the general election the voting was: Sir Eric Geddes (Coalition Unionist), 11,553; Rev. T. R. Williams (Labor), 3769.]: [22, 1228, 240, 1263]
article-subheading: BIG FRAUDS ALLEGED.: [63, 1460, 199, 1474]
article-subheading: WAR INCIDENT RECALLED.: [51, 747, 211, 762]
heading-rule: [1473, 743, 1547, 744]
article-paragraph: The Tipton explosion occurred in a factory full of girls, by which ten were killed and others severely injured, several eventually dying. In the factory the girls were engaged in removing powder from tons of cartridges, and it was stated that at the time of the explosion the floor was covered with powder.: [252, 1496, 469, 1565]
article-paragraph: The committee recommends that subscriptions of members and country members be the same as last year.: [1631, 1487, 1849, 1522]
article-byline: By Telegraph.—Press Assn.—Copyright.: [971, 178, 1129, 188]
heading-rule: [1473, 718, 1547, 719]
article-dateline: Wellington, March 18.: [1287, 165, 1381, 177]
article-paragraph: A statement, which they attribute to Sir Auckland Geddes, that the Pacific Treaty averted an imminent war in the Pacific, is being used by the Opposition in its renewed attack upon the treaty.: [712, 224, 929, 271]
received-time: Received March 19, 5.5 p.m.: [760, 860, 881, 872]
article-subheading: A WEEK OF ACTIVITY.: [986, 549, 1114, 564]
advertisement-text: Pounds can be saved by having your old or soiled garments renovated by J. K. Hawkins and Co., dry cleaners and steam dyers, Devon Street, New Plymouth. We have the most up-to-date plant in Taranaki for doing this class of work. It does not matter how soiled or faded your garments are, we can restore them to look like new. Our 'phone number is 685. Get busy.: [941, 1689, 1159, 1784]
article-subheading: AMUNDSEN'S EXPEDITION.: [281, 1603, 440, 1617]
article-paragraph: Constable Neal deposed that when Peeti, accused's brother, was arrested, he (Peeti) said it was through the actions of other people he was in this trouble. The accused, Ratene, had not replied to the charge.: [941, 1189, 1159, 1247]
article-subheading: BITTER OPPOSITION ATTACKS.: [961, 107, 1139, 122]
article-subheading: A CLAIM SETTLED.: [1684, 309, 1796, 323]
masthead-title: THE TARANAKI DAILY NEWS, MONDAY, MARCH 20, 1922: [459, 23, 1413, 56]
article-paragraph: 440 Yards.—Beaurepaire 1, Christie 2, Kirkland 3. Won by six yards. Time, 5min 51 1-5sec.: [1401, 1758, 1618, 1781]
received-time: Received March 19, 5.5 p.m.: [760, 650, 881, 662]
